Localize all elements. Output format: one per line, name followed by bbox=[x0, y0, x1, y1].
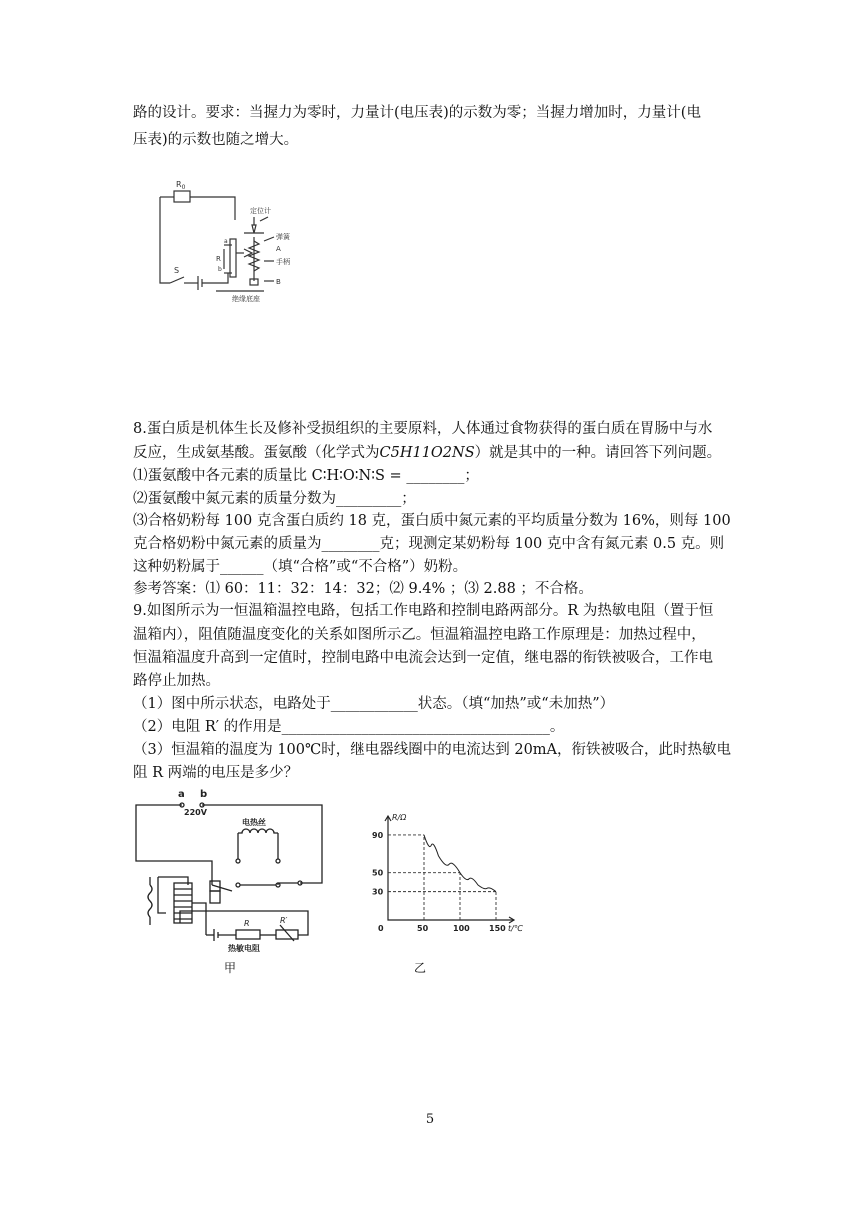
chart-x-axis-label: t/℃ bbox=[508, 924, 523, 933]
grip-force-circuit-diagram bbox=[140, 165, 310, 315]
q9-part3-line1: （3）恒温箱的温度为 100℃时，继电器线圈中的电流达到 20mA，衔铁被吸合，此时热敏电 bbox=[133, 742, 732, 758]
a-small-label: a bbox=[224, 238, 228, 245]
handle-label: 手柄 bbox=[276, 258, 290, 266]
methionine-formula: C5H11O2NS bbox=[379, 445, 475, 461]
chart-guide-line-0 bbox=[388, 835, 424, 920]
spring-label: 弹簧 bbox=[276, 233, 290, 241]
a-point-label: A bbox=[276, 245, 281, 253]
r0-label: $R_0$ bbox=[176, 180, 186, 191]
terminal-a-label: a bbox=[178, 789, 185, 800]
r-label: R bbox=[216, 255, 221, 263]
chart-y-tick-90: 90 bbox=[372, 830, 384, 840]
page-number: 5 bbox=[425, 1112, 435, 1127]
chart-axes-lines bbox=[388, 816, 514, 920]
q9-line2: 温箱内），阻值随温度变化的关系如图所示乙。恒温箱温控电路工作原理是：加热过程中， bbox=[133, 627, 706, 643]
chart-y-axis-label: R/Ω bbox=[392, 813, 407, 822]
pointer-label: 定位计 bbox=[250, 207, 271, 215]
chart-x-tick-50: 50 bbox=[417, 924, 429, 933]
switch-label: S bbox=[174, 266, 180, 275]
q7-text-line1: 路的设计。要求：当握力为零时，力量计(电压表)的示数为零；当握力增加时，力量计(电 bbox=[133, 105, 701, 121]
q8-line1: 8.蛋白质是机体生长及修补受损组织的主要原料，人体通过食物获得的蛋白质在胃肠中与水 bbox=[133, 421, 713, 437]
chart-guide-line-2 bbox=[388, 892, 496, 920]
chart-y-tick-50: 50 bbox=[372, 868, 384, 878]
q9-line3: 恒温箱温度升高到一定值时，控制电路中电流会达到一定值，继电器的衔铁被吸合，工作电 bbox=[133, 650, 713, 666]
q8-answer: 参考答案：⑴ 60：11：32：14：32；⑵ 9.4% ；⑶ 2.88 ；不合格。 bbox=[133, 581, 593, 597]
terminal-b-label: b bbox=[200, 789, 208, 800]
q8-part2: ⑵蛋氨酸中氮元素的质量分数为_________； bbox=[133, 491, 416, 507]
chart-y-tick-30: 30 bbox=[372, 887, 384, 897]
q8-part3-line3: 这种奶粉属于______（填“合格”或“不合格”）奶粉。 bbox=[133, 559, 468, 575]
q9-part1: （1）图中所示状态，电路处于____________状态。（填“加热”或“未加热”） bbox=[133, 696, 615, 712]
thermistor-label: 热敏电阻 bbox=[228, 944, 260, 953]
q8-part3-line2: 克合格奶粉中氮元素的质量为________克；现测定某奶粉每 100 克中含有氮元素 0.5 克。则 bbox=[133, 536, 725, 552]
figure-b-caption: 乙 bbox=[414, 961, 427, 975]
q7-text-line2: 压表)的示数也随之增大。 bbox=[133, 132, 299, 148]
thermostat-circuit-diagram bbox=[128, 785, 328, 970]
chart-x-tick-150: 150 bbox=[489, 924, 506, 933]
base-label: 绝缘底座 bbox=[232, 295, 260, 303]
q8-part1: ⑴蛋氨酸中各元素的质量比 C∶H∶O∶N∶S = ________； bbox=[133, 468, 479, 484]
b-small-label: b bbox=[218, 266, 222, 273]
thermistor-r-label: R bbox=[244, 919, 250, 928]
resistor-r-prime-label: R′ bbox=[280, 916, 288, 925]
q8-part3-line1: ⑶合格奶粉每 100 克含蛋白质约 18 克，蛋白质中氮元素的平均质量分数为 16%，则每 100 bbox=[133, 513, 731, 529]
chart-x-tick-100: 100 bbox=[453, 924, 470, 933]
chart-x-tick-0: 0 bbox=[378, 924, 384, 933]
q9-part3-line2: 阻 R 两端的电压是多少？ bbox=[133, 765, 299, 781]
heater-label: 电热丝 bbox=[242, 818, 266, 827]
b-point-label: B bbox=[276, 278, 281, 286]
q9-line4: 路停止加热。 bbox=[133, 673, 220, 689]
voltage-label: 220V bbox=[184, 808, 207, 817]
q8-line2: 反应，生成氨基酸。蛋氨酸（化学式为C5H11O2NS）就是其中的一种。请回答下列问题。 bbox=[133, 445, 722, 461]
resistance-temperature-chart bbox=[360, 808, 523, 938]
figure-a-caption: 甲 bbox=[224, 961, 237, 975]
q9-part2: （2）电阻 R′ 的作用是_____________________________________。 bbox=[133, 719, 565, 735]
q9-line1: 9.如图所示为一恒温箱温控电路，包括工作电路和控制电路两部分。R 为热敏电阻（置于恒 bbox=[133, 603, 714, 619]
